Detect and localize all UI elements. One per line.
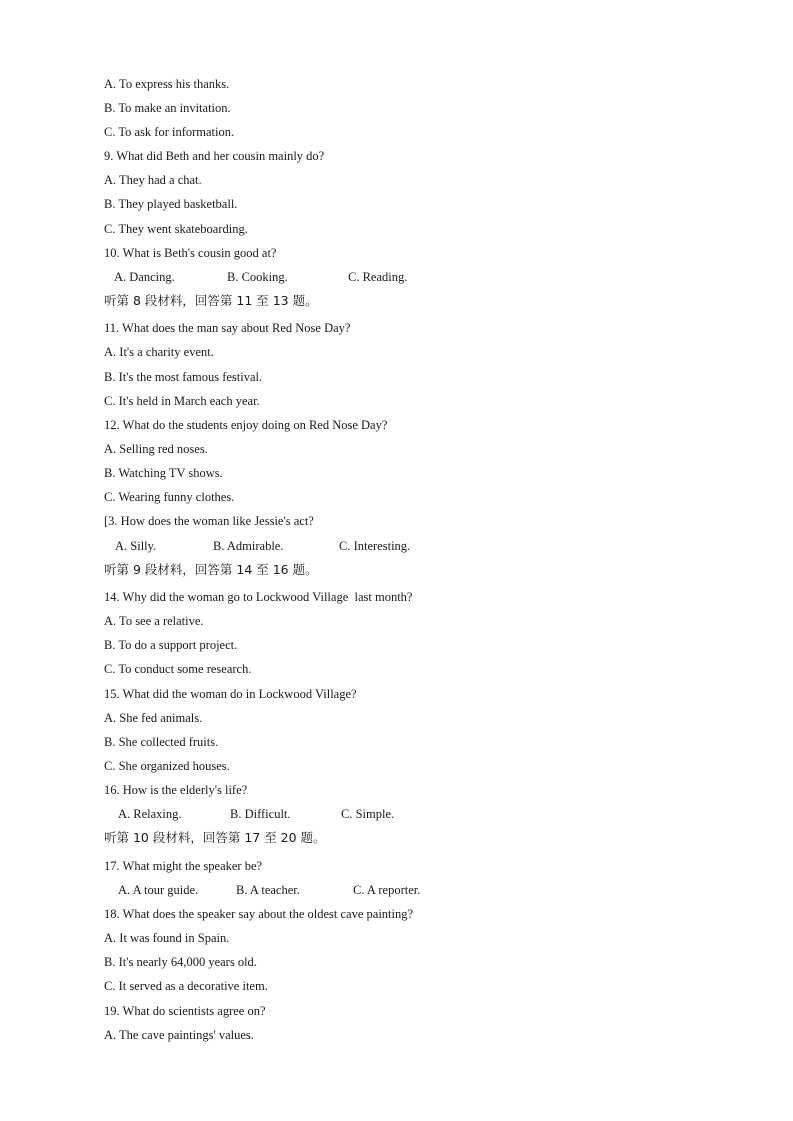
option-line: C. She organized houses.	[104, 759, 230, 773]
question-15: 15. What did the woman do in Lockwood Village?	[104, 687, 357, 701]
option-c: C. A reporter.	[353, 883, 421, 897]
option-line: B. It's nearly 64,000 years old.	[104, 955, 257, 969]
option-line: B. To make an invitation.	[104, 101, 231, 115]
section-heading-8: 听第 8 段材料，回答第 11 至 13 题。	[104, 293, 318, 308]
question-9: 9. What did Beth and her cousin mainly do?	[104, 149, 325, 163]
option-line: B. They played basketball.	[104, 197, 238, 211]
option-a: A. Relaxing.	[118, 807, 182, 821]
option-line: B. To do a support project.	[104, 638, 238, 652]
question-16: 16. How is the elderly's life?	[104, 783, 248, 797]
option-line: A. It's a charity event.	[104, 345, 214, 359]
option-b: B. Difficult.	[230, 807, 291, 821]
question-19: 19. What do scientists agree on?	[104, 1004, 266, 1018]
option-line: A. To express his thanks.	[104, 77, 230, 91]
option-b: B. A teacher.	[236, 883, 300, 897]
option-line: C. Wearing funny clothes.	[104, 490, 235, 504]
option-line: A. Selling red noses.	[104, 442, 208, 456]
option-line: A. They had a chat.	[104, 173, 202, 187]
option-line: C. They went skateboarding.	[104, 222, 248, 236]
option-line: C. To conduct some research.	[104, 662, 252, 676]
section-heading-9: 听第 9 段材料，回答第 14 至 16 题。	[104, 562, 318, 577]
option-line: C. It's held in March each year.	[104, 394, 260, 408]
question-14: 14. Why did the woman go to Lockwood Village last month?	[104, 590, 413, 604]
question-18: 18. What does the speaker say about the oldest cave painting?	[104, 907, 414, 921]
question-10: 10. What is Beth's cousin good at?	[104, 246, 277, 260]
question-13: [3. How does the woman like Jessie's act?	[104, 514, 314, 528]
option-b: B. Cooking.	[227, 270, 288, 284]
option-line: B. Watching TV shows.	[104, 466, 223, 480]
option-line: A. She fed animals.	[104, 711, 203, 725]
option-line: B. It's the most famous festival.	[104, 370, 263, 384]
section-heading-10: 听第 10 段材料，回答第 17 至 20 题。	[104, 830, 326, 845]
option-line: A. It was found in Spain.	[104, 931, 230, 945]
option-line: C. To ask for information.	[104, 125, 235, 139]
option-a: A. A tour guide.	[118, 883, 199, 897]
question-11: 11. What does the man say about Red Nose Day?	[104, 321, 351, 335]
option-line: C. It served as a decorative item.	[104, 979, 268, 993]
option-a: A. Silly.	[115, 539, 157, 553]
question-17: 17. What might the speaker be?	[104, 859, 263, 873]
option-line: A. To see a relative.	[104, 614, 204, 628]
option-c: C. Reading.	[348, 270, 408, 284]
option-c: C. Interesting.	[339, 539, 411, 553]
option-a: A. Dancing.	[114, 270, 175, 284]
question-12: 12. What do the students enjoy doing on Red Nose Day?	[104, 418, 388, 432]
option-line: A. The cave paintings' values.	[104, 1028, 254, 1042]
option-b: B. Admirable.	[213, 539, 284, 553]
option-line: B. She collected fruits.	[104, 735, 219, 749]
option-c: C. Simple.	[341, 807, 395, 821]
